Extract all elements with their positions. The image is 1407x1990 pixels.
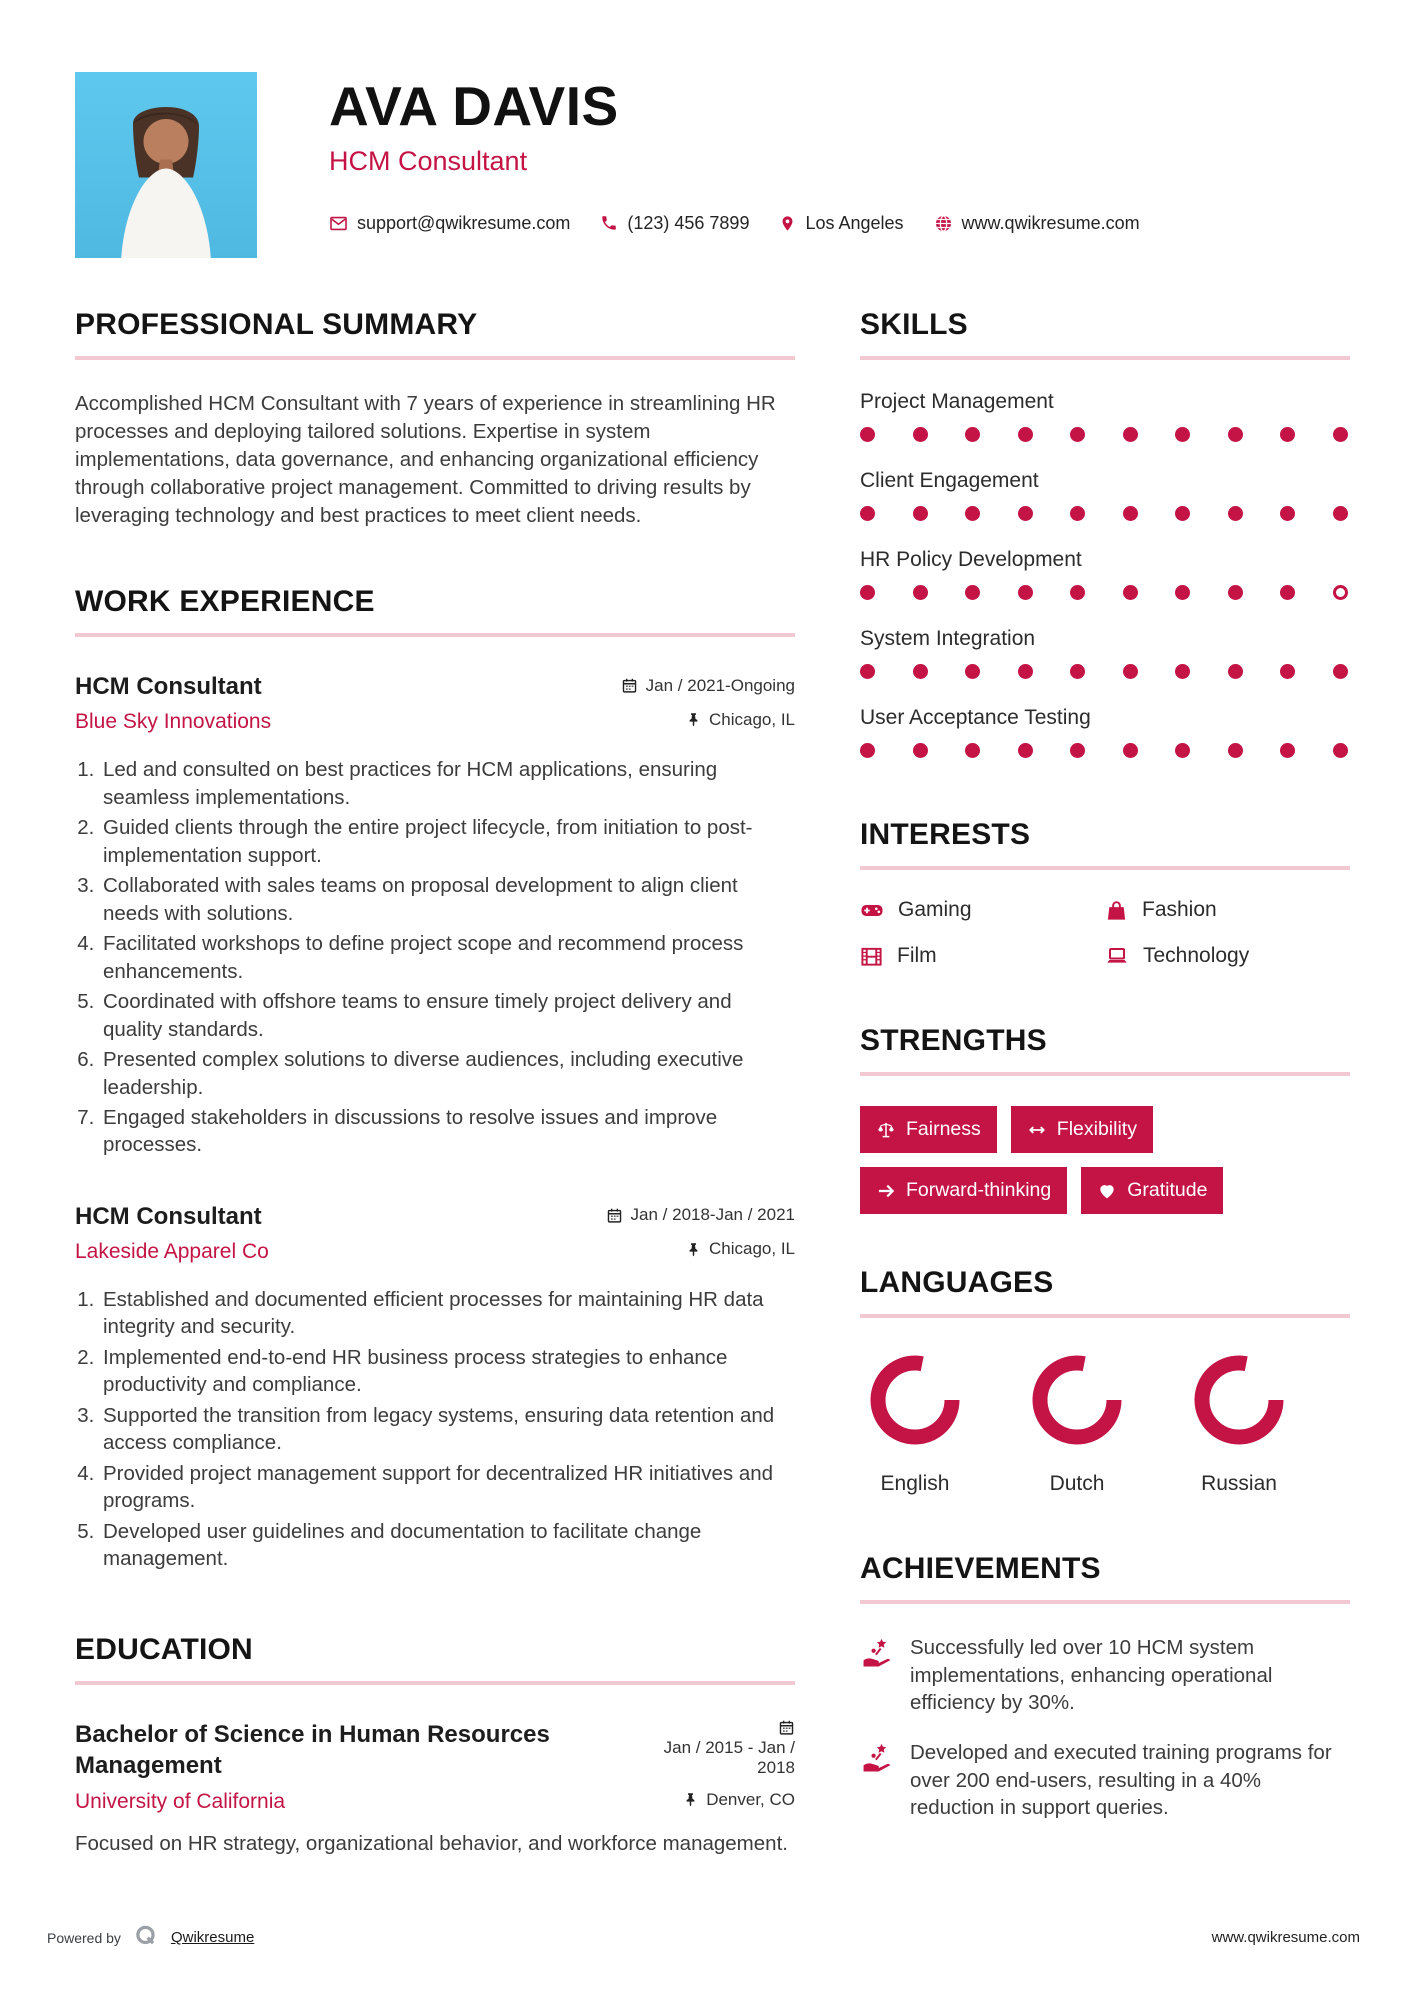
strength-label: Gratitude: [1127, 1179, 1208, 1201]
language-progress-arc: [1031, 1354, 1123, 1446]
contact-phone-text: (123) 456 7899: [627, 212, 750, 233]
skill-rating: [860, 664, 1350, 679]
job-bullet: 7. Engaged stakeholders in discussions to resolve issues and improve processes.: [100, 1104, 795, 1159]
skill-dot-filled: [1333, 664, 1348, 679]
person-name: AVA DAVIS: [329, 75, 619, 137]
heart-icon: [1097, 1181, 1117, 1201]
achievement-item: [860, 1634, 1350, 1717]
contact-email-text: support@qwikresume.com: [357, 212, 571, 233]
language-item: [1022, 1354, 1132, 1496]
strength-label: Flexibility: [1056, 1118, 1137, 1140]
skill-dot-filled: [965, 585, 980, 600]
job-dates-text: Jan / 2021-Ongoing: [645, 675, 795, 695]
achievement-text: Developed and executed training programs for over 200 end-users, resulting in a 40% reduction in support queries.: [910, 1741, 1332, 1820]
balance-scale-icon: [876, 1120, 896, 1140]
education-heading: EDUCATION: [75, 1632, 253, 1666]
skill-dot-filled: [860, 506, 875, 521]
skill-dot-filled: [1123, 743, 1138, 758]
job-bullet-list: [75, 1286, 795, 1573]
language-item: [860, 1354, 970, 1496]
contact-location[interactable]: [779, 213, 903, 234]
job-bullet: 6. Presented complex solutions to diverse audiences, including executive leadership.: [100, 1046, 795, 1101]
pushpin-icon: [686, 711, 701, 728]
profile-photo: [75, 72, 257, 258]
achievements-section: [860, 1552, 1350, 1822]
calendar-icon: [606, 1207, 623, 1224]
skill-dot-filled: [1018, 427, 1033, 442]
job-dates: [621, 676, 795, 696]
job-location-text: Chicago, IL: [709, 1239, 795, 1259]
skill-dot-filled: [860, 743, 875, 758]
skill-dot-filled: [965, 664, 980, 679]
skill-dot-filled: [913, 664, 928, 679]
skill-dot-filled: [1280, 506, 1295, 521]
skill-dot-filled: [965, 506, 980, 521]
work-section: [75, 585, 795, 1572]
skill-dot-filled: [965, 427, 980, 442]
education-dates-text: Jan / 2015 - Jan / 2018: [663, 1737, 795, 1777]
language-name: Dutch: [1049, 1472, 1105, 1495]
footer: [47, 1923, 1360, 1952]
skill-dot-filled: [1070, 585, 1085, 600]
skill-dot-filled: [1280, 427, 1295, 442]
skill-rating: [860, 506, 1350, 521]
job-bullet: 4. Facilitated workshops to define project scope and recommend process enhancements.: [100, 930, 795, 985]
achievement-text: Successfully led over 10 HCM system implementations, enhancing operational efficiency by 30%.: [910, 1636, 1273, 1715]
section-rule: [75, 356, 795, 360]
skill-dot-filled: [1175, 743, 1190, 758]
skill-dot-filled: [1175, 664, 1190, 679]
skill-dot-filled: [1018, 506, 1033, 521]
footer-site-link[interactable]: www.qwikresume.com: [1211, 1929, 1360, 1946]
skill-dot-filled: [913, 585, 928, 600]
skill-rating: [860, 427, 1350, 442]
job-location: [686, 1239, 795, 1259]
skill-dot-filled: [1070, 506, 1085, 521]
language-name: English: [880, 1472, 950, 1495]
person-job-title: HCM Consultant: [329, 145, 528, 176]
pushpin-icon: [683, 1791, 698, 1808]
skill-dot-filled: [1333, 427, 1348, 442]
strength-badge: [860, 1106, 997, 1153]
job-bullet: 3. Supported the transition from legacy systems, ensuring data retention and access compliance.: [100, 1402, 795, 1457]
person-silhouette-icon: [91, 94, 241, 258]
interest-item: [1105, 898, 1350, 922]
skills-section: [860, 308, 1350, 758]
section-rule: [860, 1314, 1350, 1318]
film-icon: [860, 945, 883, 968]
skill-name: User Acceptance Testing: [860, 706, 1091, 729]
language-item: [1184, 1354, 1294, 1496]
contact-location-text: Los Angeles: [805, 212, 904, 233]
job-entry: [75, 1203, 795, 1573]
strengths-heading: STRENGTHS: [860, 1024, 1047, 1057]
job-bullet: 5. Developed user guidelines and documentation to facilitate change management.: [100, 1518, 795, 1573]
skill-rating: [860, 585, 1350, 600]
email-icon: [329, 214, 348, 233]
skill-dot-filled: [1070, 427, 1085, 442]
job-title: HCM Consultant: [75, 1202, 262, 1230]
skill-dot-filled: [965, 743, 980, 758]
education-note: Focused on HR strategy, organizational behavior, and workforce management.: [75, 1832, 788, 1855]
skill-dot-empty: [1333, 585, 1348, 600]
skill-dot-filled: [1070, 743, 1085, 758]
skill-dot-filled: [1018, 664, 1033, 679]
globe-icon: [934, 214, 953, 233]
left-column: [75, 308, 795, 1857]
job-bullet: 2. Implemented end-to-end HR business process strategies to enhance productivity and compliance.: [100, 1344, 795, 1399]
education-section: [75, 1633, 795, 1858]
skill-dot-filled: [1280, 664, 1295, 679]
gamepad-icon: [860, 898, 884, 922]
location-pin-icon: [779, 214, 796, 233]
education-school: University of California: [75, 1790, 286, 1813]
skill-dot-filled: [1228, 743, 1243, 758]
work-heading: WORK EXPERIENCE: [75, 585, 375, 619]
strength-badge: [1011, 1106, 1153, 1153]
strength-badge: [860, 1167, 1067, 1214]
interest-label: Fashion: [1142, 898, 1217, 921]
interest-label: Gaming: [898, 898, 972, 921]
job-company: Lakeside Apparel Co: [75, 1239, 269, 1263]
interests-section: [860, 818, 1350, 968]
summary-text: Accomplished HCM Consultant with 7 years of experience in streamlining HR processes and deploying tailored solutions. Expertise in system implementations, data governance, and enhancing organizational efficiency through collaborative project management. Committed to driving results by leveraging technology and best practices to meet client needs.: [75, 392, 776, 527]
strengths-section: [860, 1024, 1350, 1214]
job-dates-text: Jan / 2018-Jan / 2021: [630, 1205, 795, 1225]
content-columns: [0, 258, 1407, 1857]
header: [0, 0, 1407, 258]
strength-label: Fairness: [906, 1118, 981, 1140]
skill-dot-filled: [1228, 585, 1243, 600]
double-arrow-icon: [1027, 1120, 1047, 1140]
calendar-icon: [778, 1719, 795, 1736]
skill-dot-filled: [1228, 427, 1243, 442]
contact-row: [329, 213, 1140, 234]
skill-name: Client Engagement: [860, 469, 1039, 492]
job-company: Blue Sky Innovations: [75, 710, 272, 734]
interest-item: [1105, 944, 1350, 968]
phone-icon: [600, 214, 618, 232]
education-dates: [655, 1719, 795, 1778]
job-title: HCM Consultant: [75, 673, 262, 701]
section-rule: [860, 1072, 1350, 1076]
skill-dot-filled: [860, 664, 875, 679]
skill-dot-filled: [1175, 585, 1190, 600]
skills-heading: SKILLS: [860, 308, 968, 341]
award-hand-icon: [860, 1741, 894, 1822]
job-bullet: 4. Provided project management support for decentralized HR initiatives and programs.: [100, 1460, 795, 1515]
language-progress-arc: [1193, 1354, 1285, 1446]
header-main: [329, 72, 1140, 234]
calendar-icon: [621, 677, 638, 694]
languages-section: [860, 1266, 1350, 1496]
skill-dot-filled: [860, 585, 875, 600]
section-rule: [75, 633, 795, 637]
skill-dot-filled: [913, 427, 928, 442]
job-bullet-list: [75, 756, 795, 1159]
job-bullet: 5. Coordinated with offshore teams to ensure timely project delivery and quality standards.: [100, 988, 795, 1043]
skill-dot-filled: [860, 427, 875, 442]
skill-dot-filled: [1333, 743, 1348, 758]
arrow-right-icon: [876, 1181, 896, 1201]
contact-email[interactable]: [329, 213, 570, 234]
achievements-heading: ACHIEVEMENTS: [860, 1552, 1101, 1585]
section-rule: [860, 356, 1350, 360]
skill-dot-filled: [1018, 743, 1033, 758]
laptop-icon: [1105, 944, 1129, 968]
job-bullet: 1. Established and documented efficient processes for maintaining HR data integrity and security.: [100, 1286, 795, 1341]
language-progress-arc: [869, 1354, 961, 1446]
award-hand-icon: [860, 1636, 894, 1717]
education-location: [683, 1790, 795, 1810]
contact-phone[interactable]: [600, 213, 749, 234]
summary-section: [75, 308, 795, 529]
skill-name: HR Policy Development: [860, 548, 1082, 571]
skill-dot-filled: [1123, 664, 1138, 679]
qwikresume-link[interactable]: Qwikresume: [170, 1929, 255, 1946]
skill-dot-filled: [913, 506, 928, 521]
skill-dot-filled: [1175, 506, 1190, 521]
skill-name: System Integration: [860, 627, 1036, 650]
skill-dot-filled: [1123, 506, 1138, 521]
education-location-text: Denver, CO: [706, 1789, 795, 1809]
job-location: [686, 710, 795, 730]
interest-label: Film: [897, 944, 937, 967]
language-name: Russian: [1201, 1472, 1277, 1495]
skill-name: Project Management: [860, 390, 1054, 413]
powered-by: [47, 1923, 254, 1952]
job-bullet: 1. Led and consulted on best practices for HCM applications, ensuring seamless implementations.: [100, 756, 795, 811]
section-rule: [860, 1600, 1350, 1604]
pushpin-icon: [686, 1241, 701, 1258]
skill-dot-filled: [1123, 585, 1138, 600]
shopping-bag-icon: [1105, 899, 1128, 922]
job-entry: [75, 673, 795, 1159]
summary-heading: PROFESSIONAL SUMMARY: [75, 308, 478, 341]
interest-item: [860, 944, 1105, 968]
skill-dot-filled: [1228, 664, 1243, 679]
strength-label: Forward-thinking: [906, 1179, 1052, 1201]
interest-item: [860, 898, 1105, 922]
skill-dot-filled: [1280, 743, 1295, 758]
contact-website[interactable]: [934, 213, 1140, 234]
interest-label: Technology: [1143, 944, 1250, 967]
contact-website-text: www.qwikresume.com: [961, 212, 1140, 233]
strength-badge: [1081, 1167, 1223, 1214]
interests-heading: INTERESTS: [860, 818, 1031, 851]
skill-dot-filled: [1280, 585, 1295, 600]
achievement-item: [860, 1739, 1350, 1822]
skill-dot-filled: [1070, 664, 1085, 679]
skill-rating: [860, 743, 1350, 758]
job-dates: [606, 1205, 795, 1225]
job-bullet: 3. Collaborated with sales teams on proposal development to align client needs with solutions.: [100, 872, 795, 927]
skill-dot-filled: [1123, 427, 1138, 442]
section-rule: [860, 866, 1350, 870]
languages-heading: LANGUAGES: [860, 1266, 1054, 1299]
skill-dot-filled: [1018, 585, 1033, 600]
qwikresume-logo-icon: [133, 1923, 159, 1952]
skill-dot-filled: [1228, 506, 1243, 521]
right-column: [860, 308, 1350, 1844]
skill-dot-filled: [1175, 427, 1190, 442]
skill-dot-filled: [913, 743, 928, 758]
powered-by-text: Powered by: [47, 1929, 121, 1946]
job-location-text: Chicago, IL: [709, 709, 795, 729]
section-rule: [75, 1681, 795, 1685]
skill-dot-filled: [1333, 506, 1348, 521]
job-bullet: 2. Guided clients through the entire project lifecycle, from initiation to post-implementation support.: [100, 814, 795, 869]
degree-title: Bachelor of Science in Human Resources Management: [75, 1720, 550, 1779]
